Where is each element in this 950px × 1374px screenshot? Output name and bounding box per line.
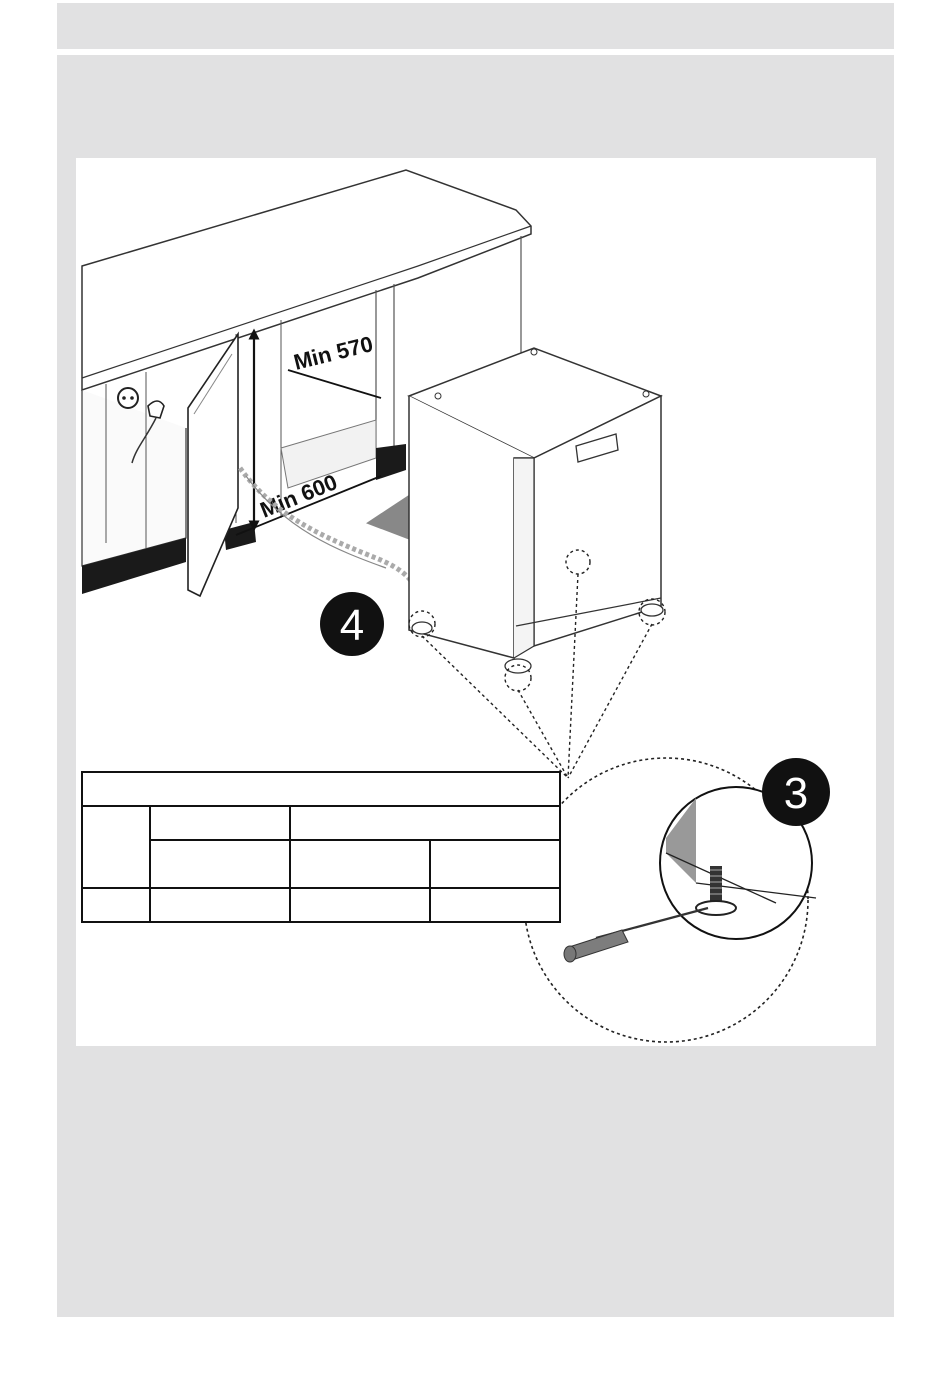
- step-4-number: 4: [339, 601, 365, 650]
- min-depth-label: Min 570: [291, 331, 376, 375]
- dishwasher-appliance: [409, 348, 663, 673]
- dimensions-table: [82, 772, 560, 922]
- header-bar: [57, 3, 894, 49]
- open-cabinet-door: [188, 334, 238, 596]
- step-4-badge: [320, 592, 384, 656]
- depth-dimension: [288, 331, 381, 398]
- step-3-number: 3: [783, 769, 809, 818]
- min-height-label: Min 600: [256, 469, 341, 523]
- step-3-badge: [762, 758, 830, 826]
- installation-illustration: [76, 158, 876, 1046]
- installation-figure: [76, 158, 876, 1046]
